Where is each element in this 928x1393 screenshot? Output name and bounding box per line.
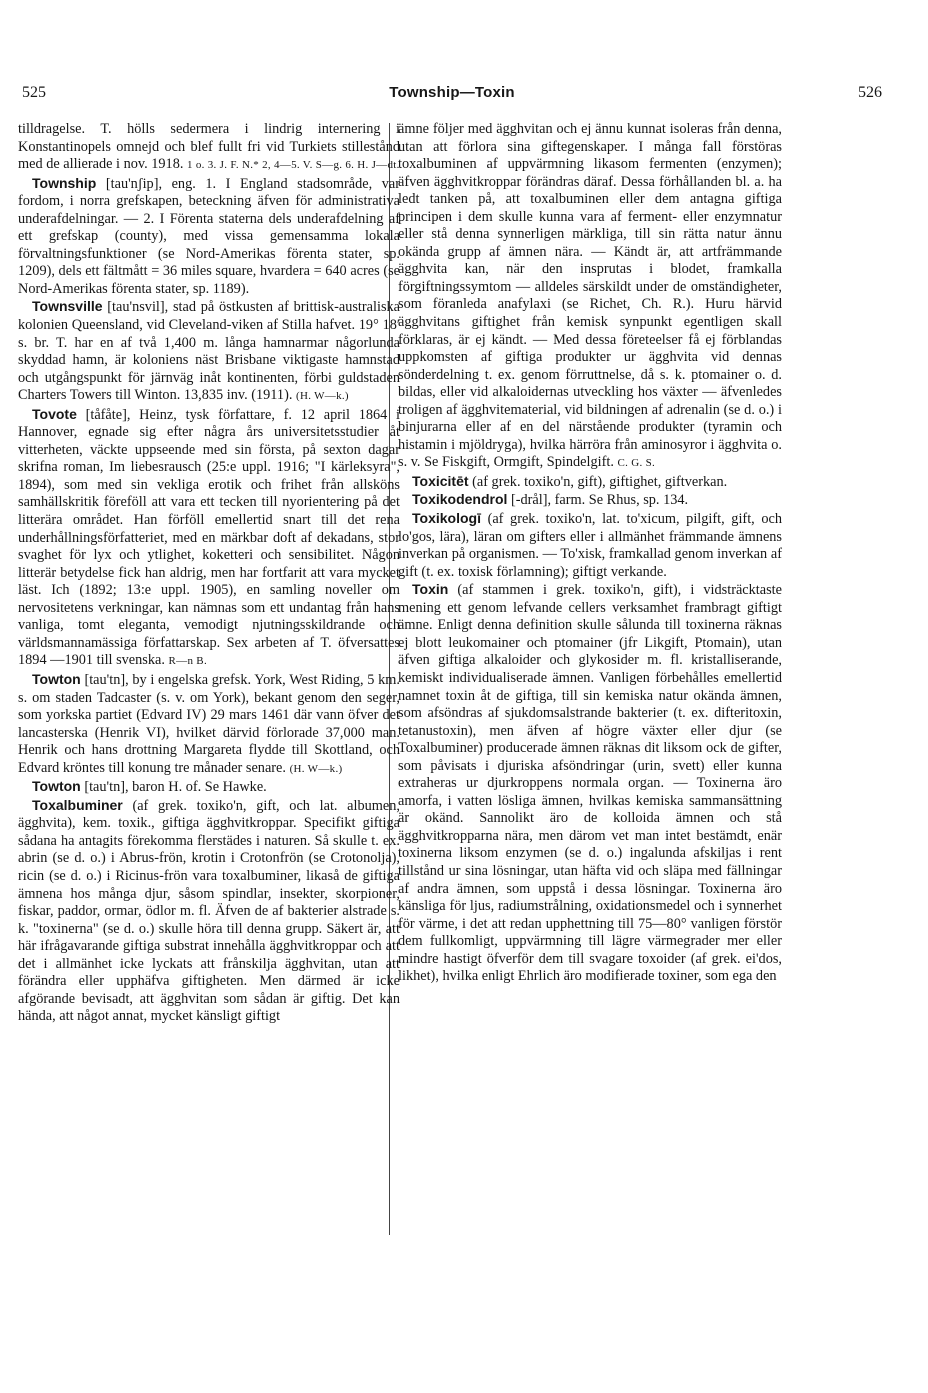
entry-text: [tåfåte], Heinz, tysk författare, f. 12 april 1864 i Hannover, egnade sig efter några års universitetsstudier åt vitterheten, väckte uppseende med sin första, på sexton dagar skrifna roman, Im liebesrausch (25:e uppl. 1916; "I kärleksyra", 1894), som med sin vekliga erotik och frihet från allsköns samhällskritik föreföll att vara ett tecken till nyorientering på det litterära området. Han förföll emellertid snart till det rena underhållningsförfatteriet, med en märkbar doft af dekadans, stor svaghet för lyx och ytlighet, koketteri och sensibilitet. Någon litterär betydelse fick han aldrig, men har fortfarit att vara mycket läst. Ich (1892; 13:e uppl. 1905), en samling noveller om nervositetens verkningar, kan nämnas som ett undantag från hans vanliga, tomt eleganta, vemodigt njutningsskildrande och världsmannamässiga författarskap. Sex arbeten af T. öfversattes 1894 —1901 till svenska. [18, 406, 400, 669]
entry-toxikodendrol [398, 491, 782, 510]
entry-text: ämne följer med ägghvitan och ej ännu kunnat isoleras från denna, utan att förlora sina giftegenskaper. I många fall förstöras toxalbuminen af uppvärmning likasom fermenten (enzymen); äfven ägghvitkroppar förändras däraf. Dessa förhållanden bl. a. ha ledt tanken på, att toxalbuminen eller dem antagna giftiga principen i dem skulle kunna vara af ferment- eller enzymnatur eller stå denna synnerligen märkliga, till sin rätta natur ännu okända grupp af ämnen nära. — Kändt är, att artfrämmande ägghvita kan, när den insprutas i blodet, framkalla förgiftningssymtom — alldeles särskildt under de omständigheter, som föranleda anafylaxi (se Richet, Ch. R.). Huru härvid ägghvitans giftighet från kemisk synpunkt egentligen skall förklaras, är ej kändt. — Med dessa företeelser få ej förblandas uppkomsten af giftiga produkter ur ägghvita vid dennas sönderdelning t. ex. genom förruttnelse, då s. k. ptomainer o. d. bildas, eller vid alkaloidernas utveckling hos växter — äfvenledes troligen af ägghvitematerial, vid bildningen af adrenalin (se d. o.) i binjurarna eller af en del närstående produkter (tyramin och histamin i mjöldryga), hvilka härröra från aminosyror i ägghvita o. s. v. Se Fiskgift, Ormgift, Spindelgift. [398, 121, 782, 471]
headword: Towton [32, 670, 81, 687]
headword: Towton [32, 778, 81, 795]
entry-text: [tau'tn], baron H. of. Se Hawke. [84, 779, 267, 796]
entry-text: (af grek. toxiko'n, gift), giftighet, giftverkan. [472, 473, 728, 490]
page-header [22, 84, 882, 108]
author-signature: (H. W—k.) [289, 762, 343, 775]
entry-tovote [18, 406, 400, 671]
headword: Toxikologī [412, 510, 481, 527]
entry-text: (af stammen i grek. toxiko'n, gift), i vidsträcktaste mening ett genom lefvande cellers verksamhet frambragt giftigt ämne. Enligt denna definition skulle sålunda till toxinerna räknas ej blott leukomainer och ptomainer (jfr Likgift, Ptomain), utan äfven giftiga alkaloider och glykosider m. fl. kristalliserande, kemiskt individualiserade ämnen. Vanligen förbehålles emellertid namnet toxin åt de giftiga, till sin kemiska natur okända ämnen, som afsöndras af sjukdomsalstrande bakterier (t. ex. difteritoxin, tetanustoxin), men äfven af högre växter eller djur (se Toxalbuminer) producerade ämnen räknas dit liksom ock de gifter, som påvisats i djuriska afsöndringar (urin, svett) eller kunna extraheras ur djurkroppens normala organ. — Toxinerna äro amorfa, i vatten lösliga ämnen, hvilkas kemiska sammansättning är okänd. Sannolikt äro de kolloida ämnen och stå ägghvitkropparna nära, men därom vet man intet bestämdt, enär toxinerna liksom enzymen (se d. o.) ingalunda afskiljas i rent tillstånd ur sina lösningar, utan häfta vid och släpa med fällningar af andra ämnen, som uppstå i dessa lösningar. Toxinerna äro känsliga för ljus, radiumstrålning, oxidationsmedel och i synnerhet för värme, i det att redan upphettning till 75—80° vanligen förstör dem fullkomligt, uppvärmning till lägre värmegrader mer eller mindre hastigt öfverför dem till svagare toxoider (af grek. ei'dos, likhet), hvilka enligt Ehrlich äro modifierade toxiner, som ega den [398, 582, 783, 985]
headword: Toxalbuminer [32, 796, 123, 813]
entry-text: [-drål], farm. Se Rhus, sp. 134. [511, 492, 689, 509]
right-column [398, 121, 782, 986]
headword: Townsville [32, 298, 103, 315]
page-number-right: 526 [858, 84, 882, 101]
entry-text: tilldragelse. T. hölls sedermera i lindrig internering i Konstantinopels omnejd och blef fullt fri vid Turkiets stillestånd med de allierade i nov. 1918. [18, 121, 400, 173]
left-column [18, 121, 400, 1026]
entry-text: [tau'nʃip], eng. 1. I England stadsområde, var fordom, i norra grefskapen, beteckning äfven för administrativa underafdelningar. — 2. I Förenta staterna dels underafdelning af ett grefskap (county), med vissa gemensamma lokala förvaltningsfunktioner (se Nord-Amerikas förenta stater, sp. 1209), dels ett fältmått = 36 miles square, hvardera = 640 acres (se Nord-Amerikas förenta stater, sp. 1189). [18, 175, 400, 297]
entry-townsville [18, 298, 400, 405]
entry-township [18, 175, 400, 299]
headword: Toxikodendrol [412, 491, 508, 508]
author-signature: R—n B. [168, 655, 207, 668]
author-signature: C. G. S. [617, 457, 656, 470]
headword: Township [32, 174, 97, 191]
headword: Toxicitēt [412, 472, 469, 489]
entry-towton-baron [18, 778, 400, 797]
entry-continuation [398, 121, 782, 473]
headword: Toxin [412, 581, 449, 598]
entry-text: [tau'nsvil], stad på östkusten af brittisk-australiska kolonien Queensland, vid Cleveland-viken af Stilla hafvet. 19° 18′ s. br. T. har en af två 1,400 m. långa hamnarmar någorlunda skyddad hamn, är koloniens näst Brisbane viktigaste hamnstad och utgångspunkt för järnväg inåt kontinenten, förbi guldstaden Charters Towers till Winton. 13,835 inv. (1911). [18, 299, 400, 404]
entry-text: [tau'tn], by i engelska grefsk. York, West Riding, 5 km. s. om staden Tadcaster (s. v. om York), bekant genom den seger, som yorkska partiet (Edvard IV) 29 mars 1461 där vann öfver det lancasterska (Henrik VI), hvilket därvid förlorade 37,000 man. Henrik och hans drottning Margareta flydde till Skottland, och Edvard kröntes till konung tre månader senare. [18, 671, 400, 776]
entry-continuation [18, 121, 400, 175]
entry-toxicitet [398, 473, 782, 492]
entry-towton-place [18, 671, 400, 778]
page-number-left: 525 [22, 84, 46, 101]
entry-toxin [398, 581, 782, 986]
author-signature: 1 o. 3. J. F. N.* 2, 4—5. V. S—g. 6. H. J—dt. [187, 159, 400, 172]
entry-toxalbuminer [18, 797, 400, 1026]
headword: Tovote [32, 405, 77, 422]
running-head: Township—Toxin [389, 84, 515, 101]
author-signature: (H. W—k.) [295, 390, 349, 403]
entry-text: (af grek. toxiko'n, lat. to'xicum, pilgift, gift, och lo'gos, lära), läran om gifters eller i allmänhet främmande ämnens inverkan på organismen. — To'xisk, framkallad genom inverkan af gift (t. ex. toxisk förlamning); giftigt verkande. [398, 511, 782, 580]
entry-toxikologi [398, 510, 782, 581]
entry-text: (af grek. toxiko'n, gift, och lat. albumen, ägghvita), kem. toxik., giftiga ägghvitkroppar. Specifikt giftiga sådana ha antagits förekomma flerstädes i naturen. Så skulle t. ex. abrin (se d. o.) i Abrus-frön, krotin i Crotonfrön (se Crotonolja), ricin (se d. o.) i Ricinus-frön vara toxalbuminer, likaså de giftiga ämnena hos många djur, såsom spindlar, insekter, skorpioner, fiskar, paddor, ormar, ödlor m. fl. Äfven de af bakterier alstrade s. k. "toxinerna" (se d. o.) skulle höra till denna grupp. Säkert är, att här ifrågavarande giftiga substrat innehålla ägghvitkroppar och att det i allmänhet icke lyckats att frånskilja ägghvitan, utan att förändra eller upphäfva giftigheten. Men därmed är icke afgörande bevisadt, att ägghvitan som sådan är giftig. Det kan hända, att något annat, mycket känsligt giftigt [18, 797, 400, 1025]
